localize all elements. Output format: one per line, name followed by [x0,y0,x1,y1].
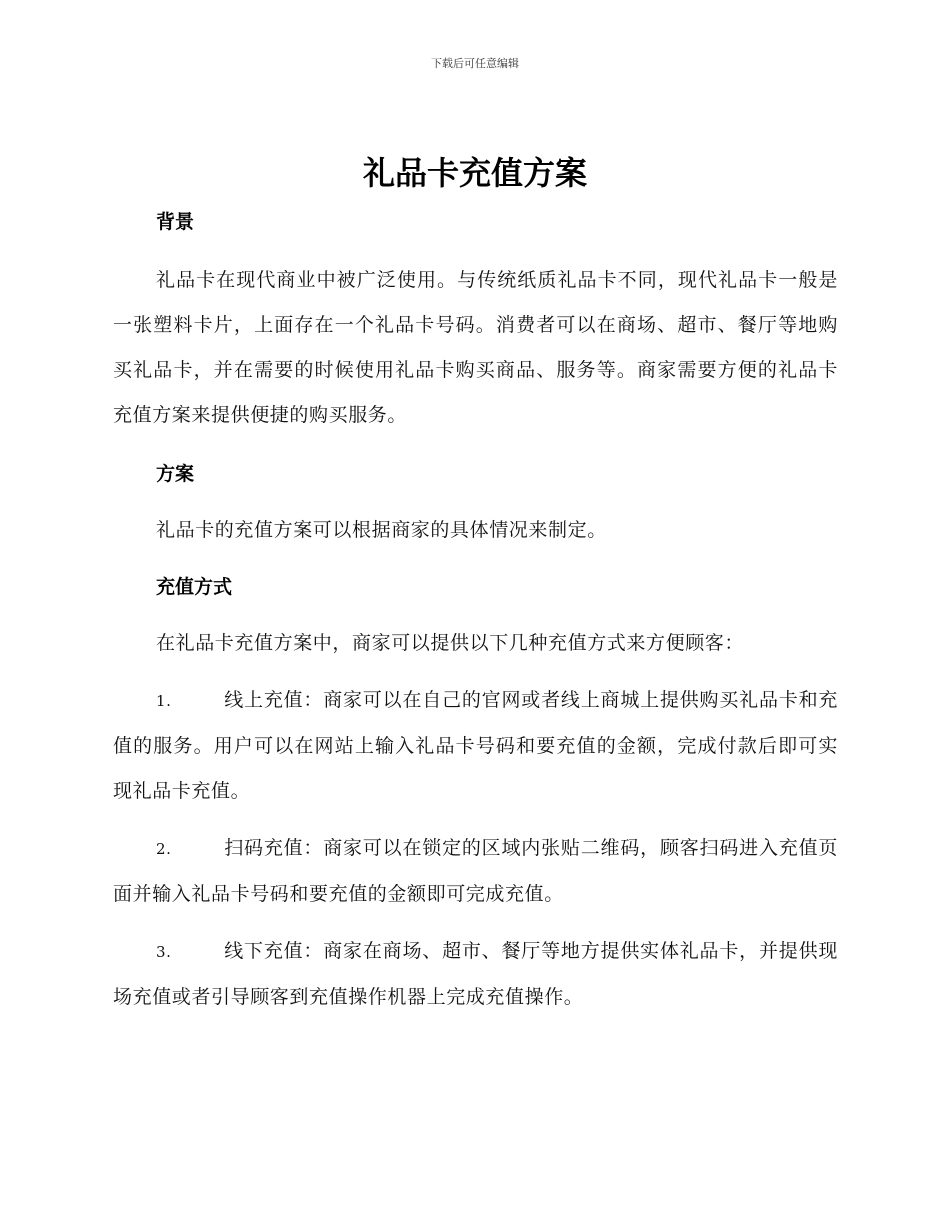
list-item-number: 3. [156,943,172,961]
list-item-number: 1. [156,692,172,710]
section-heading-plan: 方案 [156,463,195,485]
document-body [113,200,838,1020]
section-heading-methods: 充值方式 [156,576,233,598]
list-item-text: 扫码充值：商家可以在锁定的区域内张贴二维码，顾客扫码进入充值页面并输入礼品卡号码和要充值的金额即可完成充值。 [113,837,838,905]
list-item [113,678,838,814]
background-paragraph: 礼品卡在现代商业中被广泛使用。与传统纸质礼品卡不同，现代礼品卡一般是一张塑料卡片，上面存在一个礼品卡号码。消费者可以在商场、超市、餐厅等地购买礼品卡，并在需要的时候使用礼品卡购买商品、服务等。商家需要方便的礼品卡充值方案来提供便捷的购买服务。 [113,269,838,426]
list-item-text: 线下充值：商家在商场、超市、餐厅等地方提供实体礼品卡，并提供现场充值或者引导顾客到充值操作机器上完成充值操作。 [113,940,838,1008]
document-title: 礼品卡充值方案 [362,154,587,192]
methods-intro: 在礼品卡充值方案中，商家可以提供以下几种充值方式来方便顾客： [156,632,745,654]
list-item-text: 线上充值：商家可以在自己的官网或者线上商城上提供购买礼品卡和充值的服务。用户可以在网站上输入礼品卡号码和要充值的金额，完成付款后即可实现礼品卡充值。 [113,689,838,802]
plan-paragraph: 礼品卡的充值方案可以根据商家的具体情况来制定。 [156,519,607,541]
list-item [113,929,838,1020]
list-item-number: 2. [156,840,172,858]
header-note: 下载后可任意编辑 [431,57,519,70]
section-heading-background: 背景 [156,211,195,233]
list-item [113,826,838,917]
